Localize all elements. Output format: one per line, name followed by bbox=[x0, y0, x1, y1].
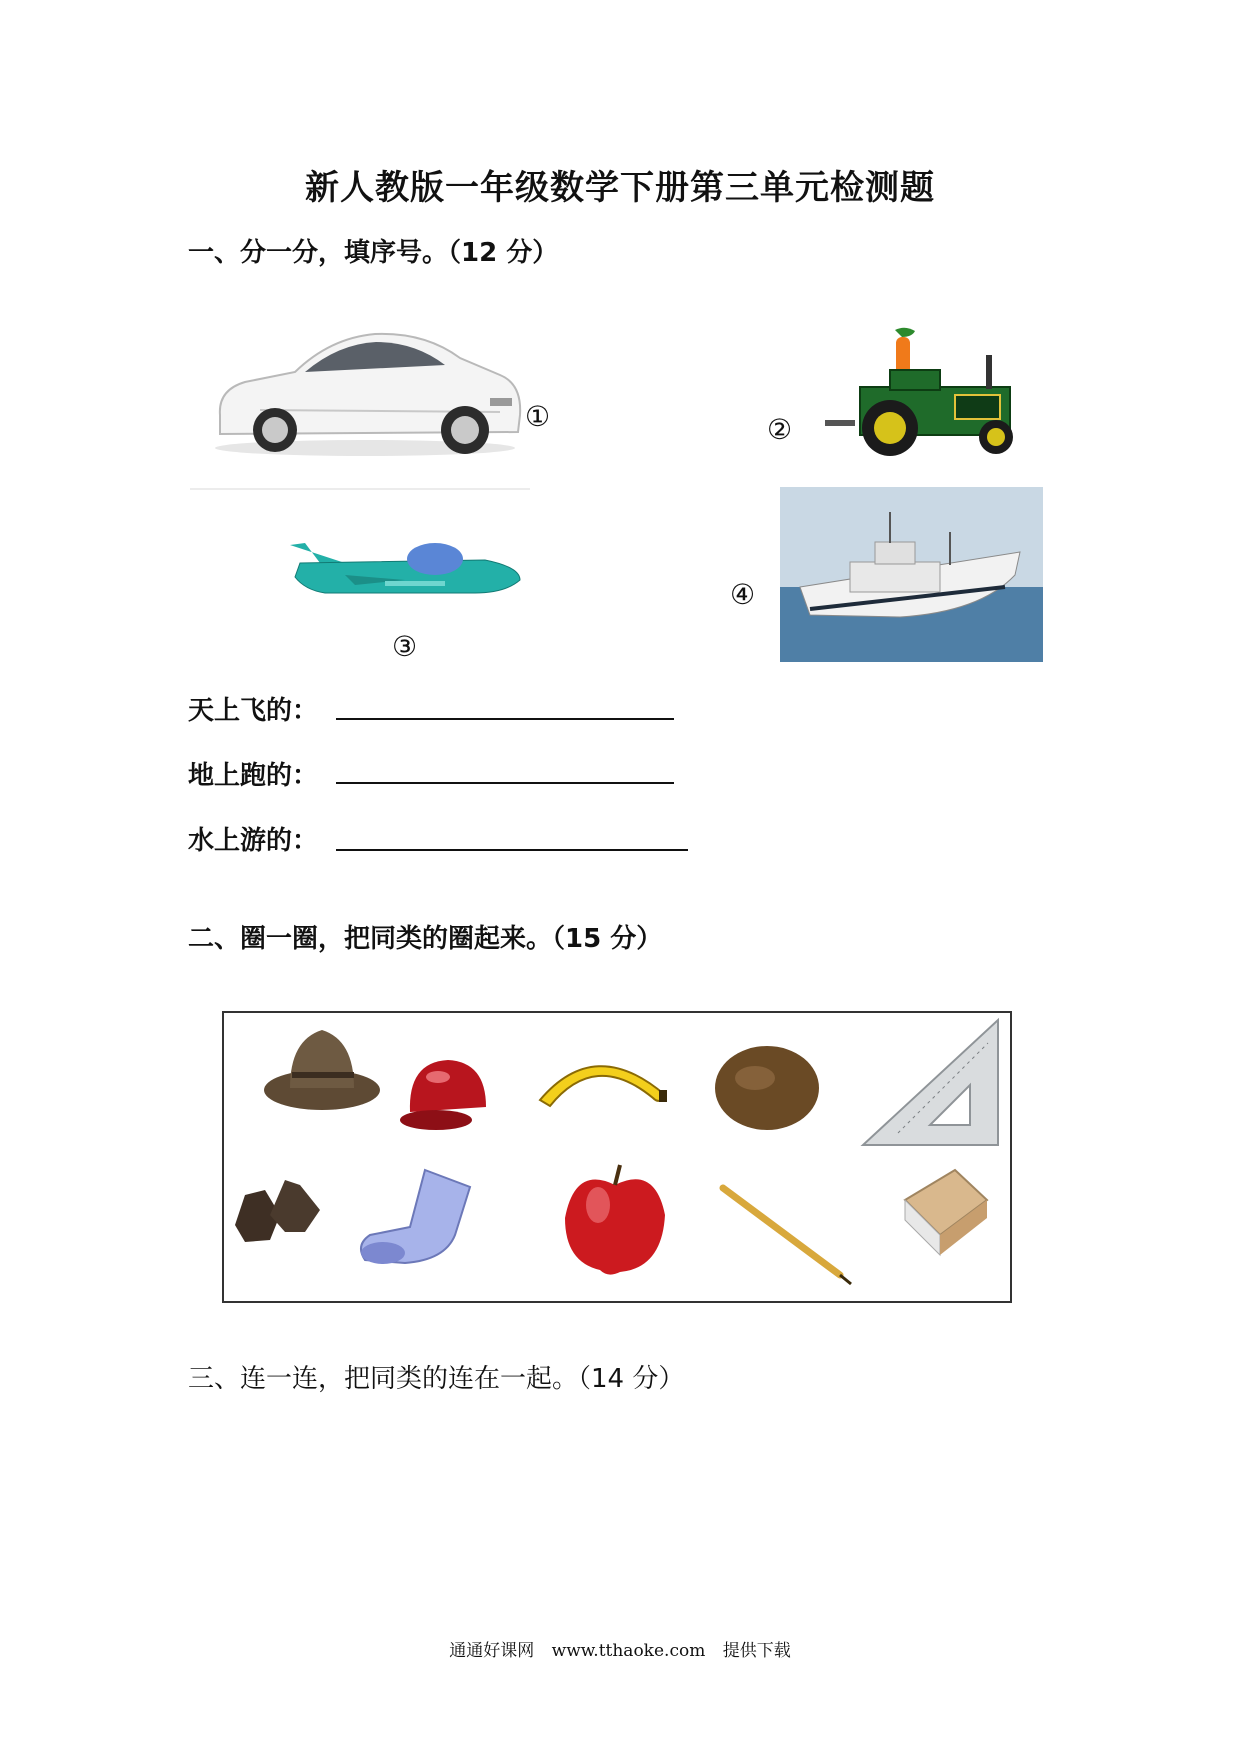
marker-4: ④ bbox=[730, 578, 756, 611]
footer-url[interactable]: www.tthaoke.com bbox=[551, 1641, 706, 1661]
gloves-image bbox=[225, 1170, 325, 1250]
kiwi-image bbox=[710, 1040, 825, 1135]
section2-heading: 二、圈一圈，把同类的圈起来。（15 分） bbox=[188, 924, 663, 954]
fill-label-ground: 地上跑的： bbox=[188, 761, 319, 791]
footer-suffix: 提供下载 bbox=[722, 1641, 791, 1661]
footer-site-name: 通通好课网 bbox=[449, 1641, 535, 1661]
answer-line-ground[interactable] bbox=[336, 782, 674, 784]
marker-1: ① bbox=[525, 400, 551, 433]
marker-2: ② bbox=[767, 413, 793, 446]
fill-label-water: 水上游的： bbox=[188, 826, 319, 856]
answer-line-sky[interactable] bbox=[336, 718, 674, 720]
section1-heading: 一、分一分，填序号。（12 分） bbox=[188, 238, 559, 268]
answer-line-water[interactable] bbox=[336, 849, 688, 851]
sock-image bbox=[355, 1165, 490, 1270]
hat-image bbox=[262, 1020, 392, 1120]
triangle-ruler-image bbox=[858, 1015, 1003, 1150]
image-caption-strip bbox=[190, 488, 530, 490]
page-footer bbox=[0, 1636, 1240, 1661]
apple-image bbox=[560, 1160, 670, 1280]
eraser-image bbox=[885, 1160, 995, 1265]
airplane-image bbox=[285, 535, 525, 605]
fill-label-sky: 天上飞的： bbox=[188, 696, 319, 726]
marker-3: ③ bbox=[392, 630, 418, 663]
helmet-image bbox=[398, 1052, 498, 1142]
ship-image bbox=[780, 487, 1043, 662]
tractor-image bbox=[820, 325, 1030, 460]
car-image bbox=[200, 320, 530, 460]
section3-heading: 三、连一连，把同类的连在一起。（14 分） bbox=[188, 1364, 685, 1394]
banana-image bbox=[535, 1040, 675, 1120]
page-title: 新人教版一年级数学下册第三单元检测题 bbox=[305, 168, 935, 208]
pencil-image bbox=[715, 1180, 855, 1290]
